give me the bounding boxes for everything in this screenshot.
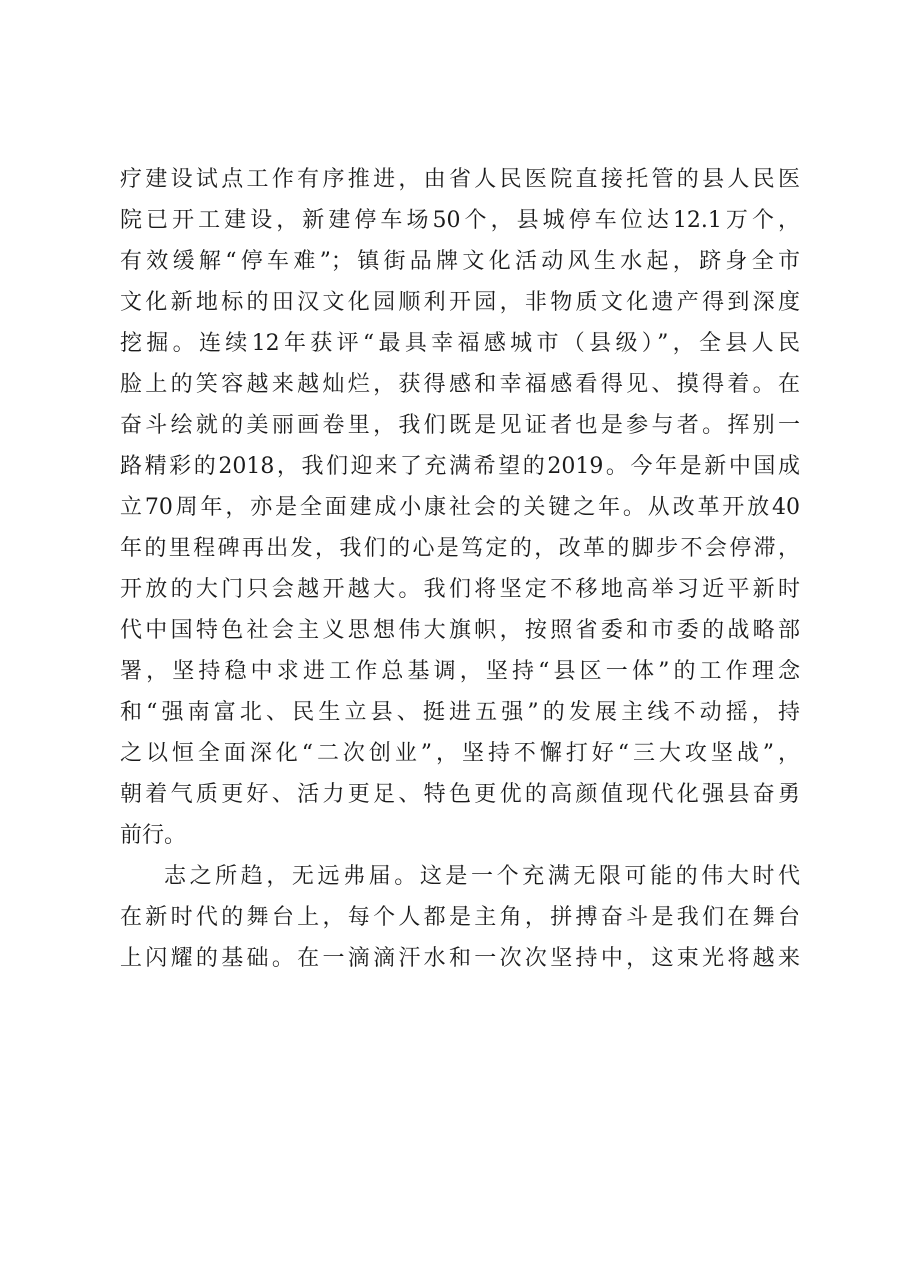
paragraph-1-line-14: 和“强南富北、民生立县、挺进五强”的发展主线不动摇，持 [120,700,800,725]
paragraph-1-line-8: 路精彩的2018，我们迎来了充满希望的2019。今年是新中国成 [120,454,800,479]
paragraph-1-line-6: 脸上的笑容越来越灿烂，获得感和幸福感看得见、摸得着。在 [120,372,800,397]
paragraph-1-line-2: 院已开工建设，新建停车场50个，县城停车位达12.1万个， [120,208,800,233]
paragraph-1-line-11: 开放的大门只会越开越大。我们将坚定不移地高举习近平新时 [120,577,800,602]
paragraph-1-line-5: 挖掘。连续12年获评“最具幸福感城市（县级）”，全县人民 [120,331,800,356]
paragraph-1-line-9: 立70周年，亦是全面建成小康社会的关键之年。从改革开放40 [120,495,800,520]
paragraph-2-line-2: 在新时代的舞台上，每个人都是主角，拼搏奋斗是我们在舞台 [120,905,800,930]
paragraph-2-line-3: 上闪耀的基础。在一滴滴汗水和一次次坚持中，这束光将越来 [120,946,800,971]
paragraph-1-line-16: 朝着气质更好、活力更足、特色更优的高颜值现代化强县奋勇 [120,782,800,807]
paragraph-1-line-3: 有效缓解“停车难”；镇街品牌文化活动风生水起，跻身全市 [120,249,800,274]
paragraph-1-line-17: 前行。 [120,823,187,848]
paragraph-1-line-15: 之以恒全面深化“二次创业”，坚持不懈打好“三大攻坚战”， [120,741,800,766]
paragraph-1-line-4: 文化新地标的田汉文化园顺利开园，非物质文化遗产得到深度 [120,290,800,315]
paragraph-1-line-1: 疗建设试点工作有序推进，由省人民医院直接托管的县人民医 [120,167,800,192]
paragraph-1-line-13: 署，坚持稳中求进工作总基调，坚持“县区一体”的工作理念 [120,659,800,684]
paragraph-1-line-7: 奋斗绘就的美丽画卷里，我们既是见证者也是参与者。挥别一 [120,413,800,438]
paragraph-2-line-1: 志之所趋，无远弗届。这是一个充满无限可能的伟大时代 [164,864,800,889]
paragraph-1-line-10: 年的里程碑再出发，我们的心是笃定的，改革的脚步不会停滞， [120,536,800,561]
paragraph-1-line-12: 代中国特色社会主义思想伟大旗帜，按照省委和市委的战略部 [120,618,800,643]
